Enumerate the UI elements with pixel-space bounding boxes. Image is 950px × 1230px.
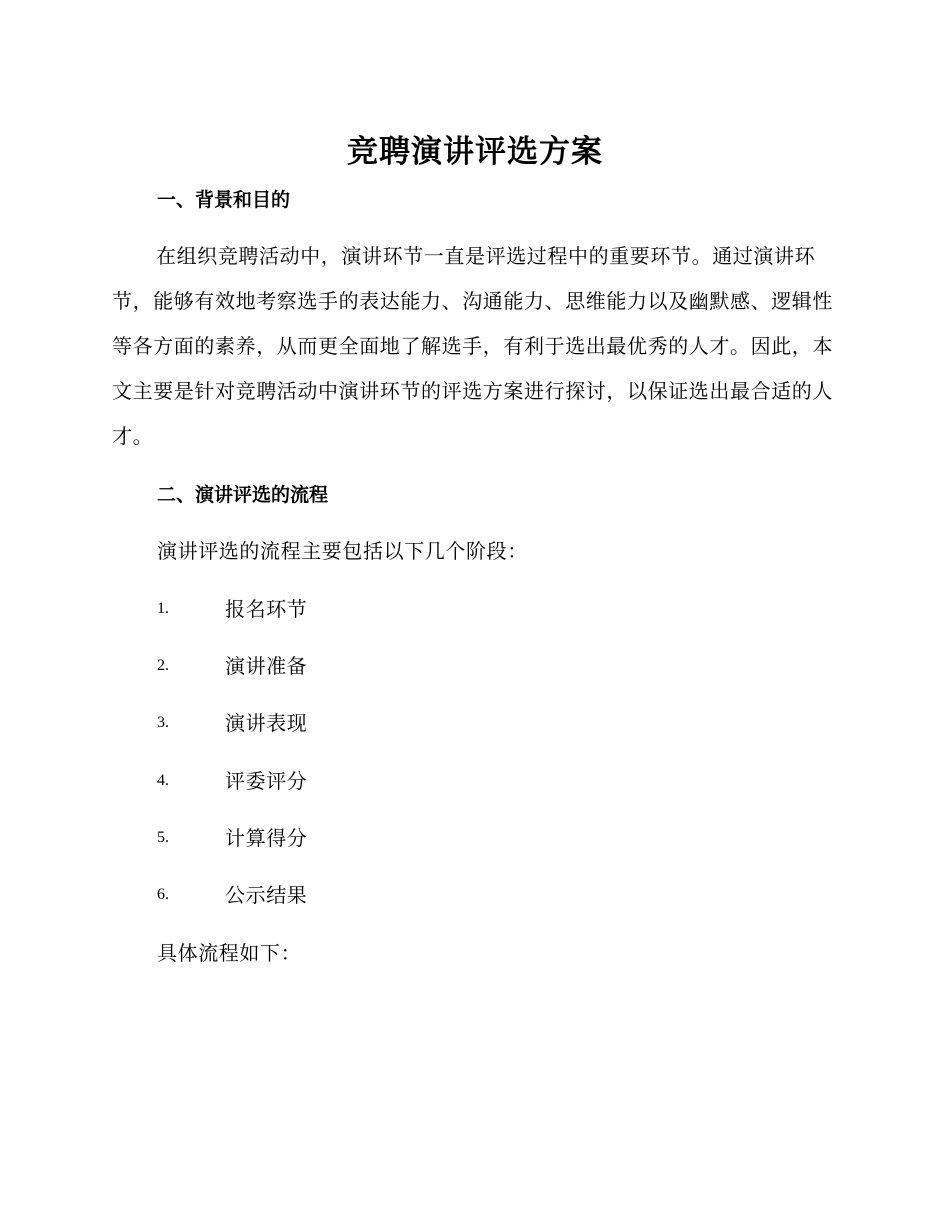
list-item-number: 4. [157,772,169,789]
document-title: 竞聘演讲评选方案 [347,134,603,170]
list-item-text: 计算得分 [225,826,308,850]
list-item-number: 2. [157,657,169,674]
list-item-number: 5. [157,829,169,846]
background-paragraph-text: 在组织竞聘活动中，演讲环节一直是评选过程中的重要环节。通过演讲环节，能够有效地考察选手的表达能力、沟通能力、思维能力以及幽默感、逻辑性等各方面的素养，从而更全面地了解选手，有利于选出最优秀的人才。因此，本文主要是针对竞聘活动中演讲环节的评选方案进行探讨，以保证选出最合适的人才。 [112,244,833,448]
process-intro: 演讲评选的流程主要包括以下几个阶段： [157,539,528,563]
list-item-text: 演讲准备 [225,654,308,678]
section-heading-process: 二、演讲评选的流程 [157,484,329,506]
list-item-text: 报名环节 [225,597,308,621]
list-item-text: 评委评分 [225,769,308,793]
list-item-text: 演讲表现 [225,711,308,735]
section-heading-background: 一、背景和目的 [157,189,291,211]
list-item-text: 公示结果 [225,883,308,907]
list-item-number: 3. [157,714,169,731]
process-outro: 具体流程如下： [157,941,302,965]
background-paragraph [112,234,834,459]
list-item-number: 6. [157,886,169,903]
list-item-number: 1. [157,600,169,617]
